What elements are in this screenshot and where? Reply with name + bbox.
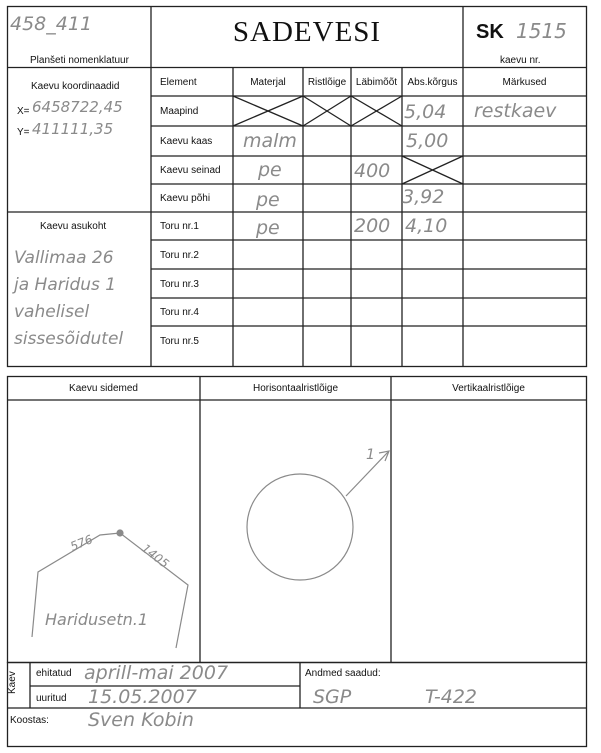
author-value: Sven Kobin bbox=[88, 709, 194, 731]
row-element: Kaevu kaas bbox=[160, 136, 213, 147]
x-value: 6458722,45 bbox=[32, 98, 123, 116]
row-element: Kaevu seinad bbox=[160, 165, 221, 176]
footer-side-label: Kaev bbox=[7, 671, 18, 694]
author-label: Koostas: bbox=[10, 715, 49, 726]
coordinates-caption: Kaevu koordinaadid bbox=[31, 81, 120, 92]
y-value: 411111,35 bbox=[32, 120, 114, 138]
well-number: 1515 bbox=[516, 19, 567, 43]
header-diameter: Läbimõõt bbox=[355, 77, 398, 88]
well-caption: kaevu nr. bbox=[500, 55, 541, 66]
built-value: aprill-mai 2007 bbox=[84, 662, 229, 684]
row-element: Toru nr.4 bbox=[160, 307, 199, 318]
material-value: pe bbox=[256, 189, 280, 211]
material-value: pe bbox=[258, 159, 282, 181]
material-value: malm bbox=[243, 130, 297, 152]
x-label: X= bbox=[17, 106, 30, 117]
location-line: ja Haridus 1 bbox=[14, 275, 117, 295]
sketch-label-1405: 1405 bbox=[138, 541, 172, 571]
sheet-number: 458_411 bbox=[10, 13, 93, 35]
panel-horizontal-title: Horisontaalristlõige bbox=[252, 383, 339, 394]
data-source-value-1: SGP bbox=[313, 686, 352, 708]
connection-sketch bbox=[32, 533, 188, 648]
row-element: Toru nr.2 bbox=[160, 250, 199, 261]
diameter-value: 200 bbox=[354, 215, 391, 237]
form-title: SADEVESI bbox=[232, 16, 382, 48]
row-element: Toru nr.3 bbox=[160, 279, 199, 290]
well-circle bbox=[247, 474, 353, 580]
sheet-caption: Planšeti nomenklatuur bbox=[30, 55, 129, 66]
abs-value: 5,00 bbox=[406, 130, 449, 152]
y-label: Y= bbox=[17, 127, 30, 138]
abs-value: 3,92 bbox=[402, 186, 445, 208]
panel-vertical-title: Vertikaalristlõige bbox=[452, 383, 525, 394]
row-element: Toru nr.5 bbox=[160, 336, 199, 347]
abs-value: 5,04 bbox=[404, 101, 447, 123]
location-line: sissesõidutel bbox=[14, 329, 124, 349]
surveyed-value: 15.05.2007 bbox=[88, 686, 197, 708]
panel-connections-title: Kaevu sidemed bbox=[69, 383, 138, 394]
material-value: pe bbox=[256, 217, 280, 239]
surveyed-label: uuritud bbox=[36, 693, 67, 704]
row-element: Maapind bbox=[160, 106, 199, 117]
data-source-value-2: T-422 bbox=[425, 686, 478, 708]
row-element: Toru nr.1 bbox=[160, 221, 199, 232]
header-abs-height: Abs.kõrgus bbox=[407, 77, 458, 88]
location-line: vahelisel bbox=[14, 302, 90, 322]
notes-value: restkaev bbox=[474, 100, 557, 122]
location-caption: Kaevu asukoht bbox=[40, 221, 107, 232]
row-element: Kaevu põhi bbox=[160, 193, 211, 204]
header-element: Element bbox=[160, 77, 197, 88]
data-source-label: Andmed saadud: bbox=[305, 668, 381, 679]
well-prefix: SK bbox=[476, 21, 504, 43]
abs-value: 4,10 bbox=[405, 215, 448, 237]
location-text bbox=[14, 245, 123, 353]
sketch-label-576: 576 bbox=[68, 532, 95, 554]
header-material: Materjal bbox=[250, 77, 286, 88]
sketch-street-label: Haridusetn.1 bbox=[45, 610, 149, 629]
location-line: Vallimaa 26 bbox=[14, 248, 114, 268]
header-cross-section: Ristlõige bbox=[307, 77, 347, 88]
header-notes: Märkused bbox=[502, 77, 547, 88]
pipe-number: 1 bbox=[366, 447, 375, 463]
built-label: ehitatud bbox=[36, 668, 72, 679]
diameter-value: 400 bbox=[354, 160, 391, 182]
